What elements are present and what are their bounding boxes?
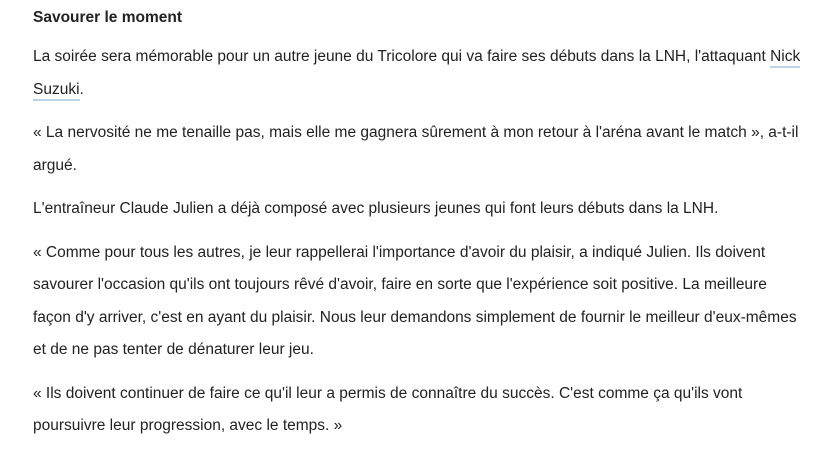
section-heading: Savourer le moment: [33, 9, 183, 26]
paragraph-3: L'entraîneur Claude Julien a déjà composé avec plusieurs jeunes qui font leurs débuts dans la LNH.: [33, 200, 719, 217]
paragraph-2: « La nervosité ne me tenaille pas, mais elle me gagnera sûrement à mon retour à l'aréna avant le match », a-t-il argué.: [33, 124, 799, 174]
paragraph-1-text-after: .: [79, 80, 84, 98]
paragraph-1: [33, 41, 803, 106]
paragraph-1-text-before: La soirée sera mémorable pour un autre jeune du Tricolore qui va faire ses débuts dans la LNH, l'attaquant: [33, 48, 771, 65]
paragraph-4: « Comme pour tous les autres, je leur rappellerai l'importance d'avoir du plaisir, a indiqué Julien. Ils doivent savourer l'occasion qu'ils ont toujours rêvé d'avoir, faire en sorte que l'expérience soit positive. La meilleure façon d'y arriver, c'est en ayant du plaisir. Nous leur demandons simplement de fournir le meilleur d'eux-mêmes et de ne pas tenter de dénaturer leur jeu.: [33, 243, 797, 358]
player-link-nick-suzuki[interactable]: Nick Suzuki: [33, 48, 800, 101]
paragraph-5: « Ils doivent continuer de faire ce qu'il leur a permis de connaître du succès. C'est comme ça qu'ils vont poursuivre leur progression, avec le temps. »: [33, 384, 743, 434]
